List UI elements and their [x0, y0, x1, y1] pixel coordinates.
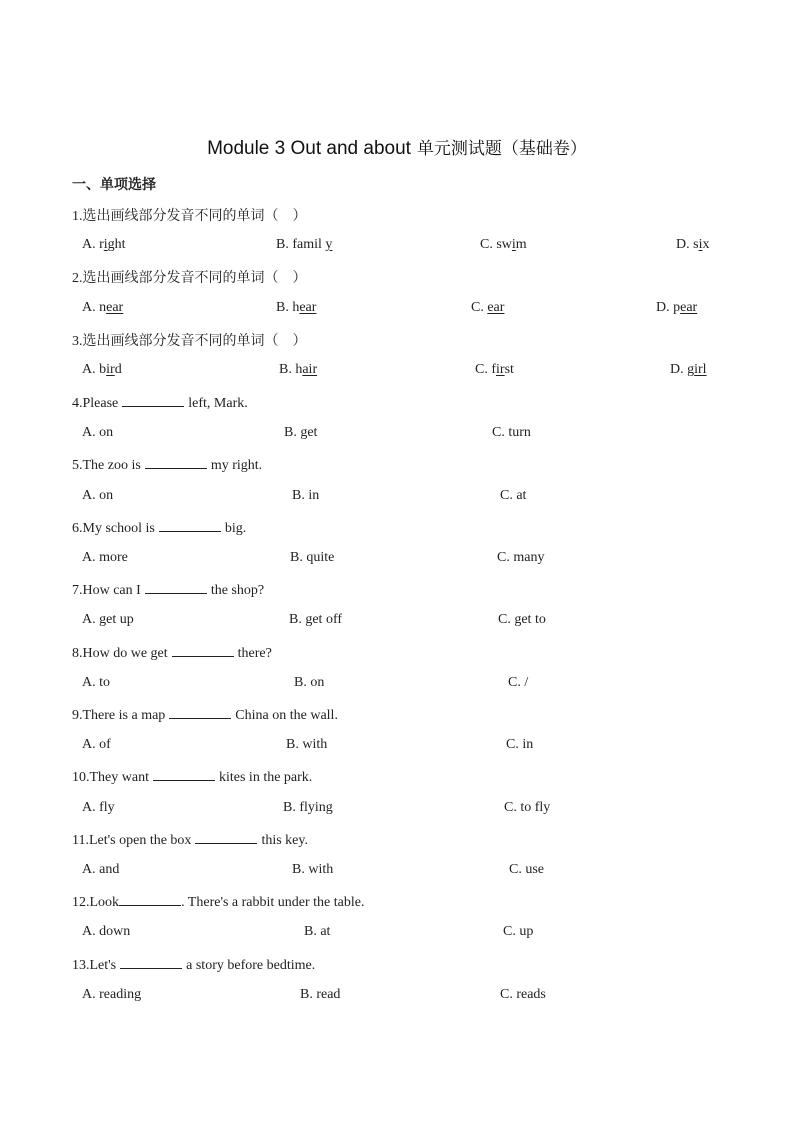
q2-option-d[interactable]: D. pear	[656, 300, 698, 315]
answer-blank[interactable]	[120, 956, 182, 969]
q8-option-b[interactable]: B. on	[294, 675, 325, 690]
answer-blank[interactable]	[122, 394, 184, 407]
q5-option-a[interactable]: A. on	[82, 488, 114, 503]
q10-option-b[interactable]: B. flying	[283, 800, 333, 815]
question-7: 7.How can I the shop?	[72, 583, 265, 598]
q13-option-c[interactable]: C. reads	[500, 987, 546, 1002]
q2-option-b[interactable]: B. hear	[276, 300, 317, 315]
q1-option-a[interactable]: A. right	[82, 237, 126, 252]
q7-option-b[interactable]: B. get off	[289, 612, 343, 627]
q4-option-c[interactable]: C. turn	[492, 425, 531, 440]
title-english: Module 3 Out and about	[207, 138, 411, 159]
question-11: 11.Let's open the box this key.	[72, 833, 308, 848]
q11-option-a[interactable]: A. and	[82, 862, 120, 877]
q13-option-a[interactable]: A. reading	[82, 987, 142, 1002]
section-heading: 一、单项选择	[72, 177, 156, 193]
question-1: 1.选出画线部分发音不同的单词（ ）	[72, 208, 307, 224]
q10-option-a[interactable]: A. fly	[82, 800, 115, 815]
question-6: 6.My school is big.	[72, 521, 247, 536]
q7-option-a[interactable]: A. get up	[82, 612, 134, 627]
q1-option-d[interactable]: D. six	[676, 237, 710, 252]
q8-option-a[interactable]: A. to	[82, 675, 110, 690]
question-10: 10.They want kites in the park.	[72, 770, 313, 785]
q6-option-a[interactable]: A. more	[82, 550, 128, 565]
q3-option-a[interactable]: A. bird	[82, 362, 122, 377]
q1-option-b[interactable]: B. famil y	[276, 237, 333, 252]
q3-option-c[interactable]: C. first	[475, 362, 514, 377]
answer-blank[interactable]	[172, 644, 234, 657]
q9-option-b[interactable]: B. with	[286, 737, 328, 752]
answer-blank[interactable]	[145, 456, 207, 469]
q12-option-c[interactable]: C. up	[503, 924, 534, 939]
answer-blank[interactable]	[169, 706, 231, 719]
q12-option-a[interactable]: A. down	[82, 924, 131, 939]
question-9: 9.There is a map China on the wall.	[72, 708, 338, 723]
question-4: 4.Please left, Mark.	[72, 396, 248, 411]
answer-blank[interactable]	[195, 831, 257, 844]
q9-option-a[interactable]: A. of	[82, 737, 111, 752]
answer-blank[interactable]	[119, 893, 181, 906]
question-3: 3.选出画线部分发音不同的单词（ ）	[72, 333, 307, 349]
q2-option-a[interactable]: A. near	[82, 300, 124, 315]
q11-option-b[interactable]: B. with	[292, 862, 334, 877]
page-title	[0, 134, 794, 160]
q5-option-c[interactable]: C. at	[500, 488, 527, 503]
question-12: 12.Look . There's a rabbit under the table.	[72, 895, 365, 910]
q3-option-d[interactable]: D. girl	[670, 362, 707, 377]
q5-option-b[interactable]: B. in	[292, 488, 320, 503]
question-13: 13.Let's a story before bedtime.	[72, 958, 316, 973]
q10-option-c[interactable]: C. to fly	[504, 800, 551, 815]
q7-option-c[interactable]: C. get to	[498, 612, 546, 627]
q6-option-b[interactable]: B. quite	[290, 550, 335, 565]
q3-option-b[interactable]: B. hair	[279, 362, 318, 377]
q6-option-c[interactable]: C. many	[497, 550, 545, 565]
answer-blank[interactable]	[153, 768, 215, 781]
question-8: 8.How do we get there?	[72, 646, 272, 661]
answer-blank[interactable]	[145, 581, 207, 594]
q1-option-c[interactable]: C. swim	[480, 237, 527, 252]
q4-option-b[interactable]: B. get	[284, 425, 318, 440]
title-chinese: 单元测试题（基础卷）	[416, 139, 587, 158]
question-5: 5.The zoo is my right.	[72, 458, 263, 473]
q12-option-b[interactable]: B. at	[304, 924, 331, 939]
question-2: 2.选出画线部分发音不同的单词（ ）	[72, 270, 307, 286]
q2-option-c[interactable]: C. ear	[471, 300, 505, 315]
q13-option-b[interactable]: B. read	[300, 987, 341, 1002]
answer-blank[interactable]	[159, 519, 221, 532]
q4-option-a[interactable]: A. on	[82, 425, 114, 440]
q9-option-c[interactable]: C. in	[506, 737, 534, 752]
q8-option-c[interactable]: C. /	[508, 675, 529, 690]
q11-option-c[interactable]: C. use	[509, 862, 544, 877]
